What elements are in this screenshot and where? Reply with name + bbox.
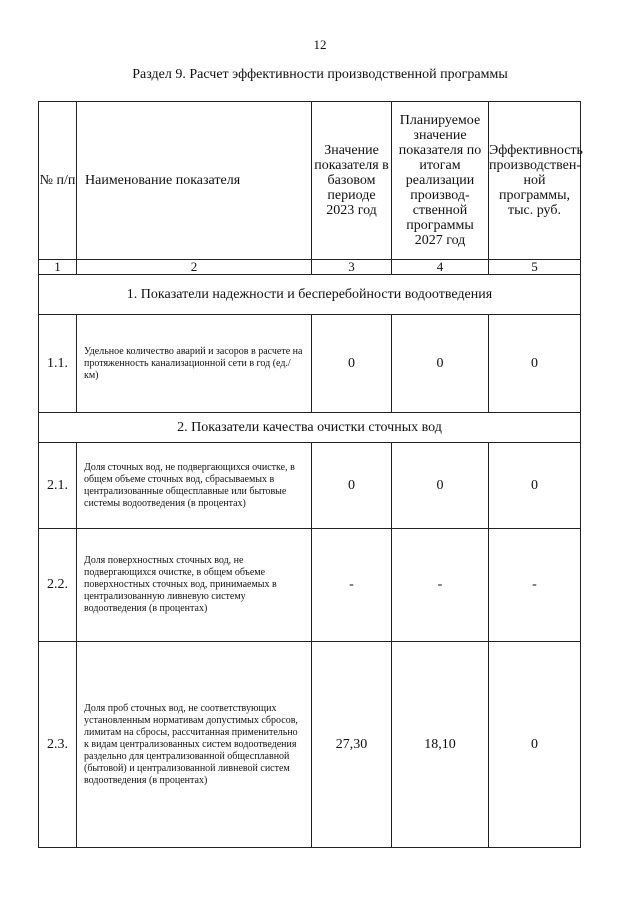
table-row: [39, 642, 581, 848]
table-row: [39, 529, 581, 642]
row-planned-value: 0: [392, 443, 489, 529]
page-number: 12: [313, 37, 327, 52]
row-number: 2.2.: [39, 529, 77, 642]
column-number: 2: [77, 260, 312, 275]
row-indicator-name: Доля проб сточных вод, не соответствующих установленным нормативам допустимых сбросов, лимитам на сбросы, рассчитанная применительно к видам централизованных систем водоотведения раздельно для централизованной общесплавной (бытовой) и централизованной ливневой систем водоотведения (в процентах): [77, 642, 312, 848]
row-planned-value: 18,10: [392, 642, 489, 848]
row-base-value: 0: [312, 315, 392, 413]
row-efficiency-value: 0: [489, 642, 581, 848]
row-base-value: 0: [312, 443, 392, 529]
row-number: 2.1.: [39, 443, 77, 529]
row-indicator-name: Удельное количество аварий и засоров в расчете на протяженность канализационной сети в год (ед./км): [77, 315, 312, 413]
row-efficiency-value: -: [489, 529, 581, 642]
column-numbers-row: [39, 260, 581, 275]
row-indicator-name: Доля поверхностных сточных вод, не подвергающихся очистке, в общем объеме поверхностных сточных вод, принимаемых в централизованную ливневую систему водоотведения (в процентах): [77, 529, 312, 642]
section-title: Раздел 9. Расчет эффективности производственной программы: [132, 67, 508, 82]
column-number: 1: [39, 260, 77, 275]
section-row: [39, 275, 581, 315]
row-planned-value: -: [392, 529, 489, 642]
column-number: 4: [392, 260, 489, 275]
row-efficiency-value: 0: [489, 315, 581, 413]
row-number: 1.1.: [39, 315, 77, 413]
row-indicator-name: Доля сточных вод, не подвергающихся очистке, в общем объеме сточных вод, сбрасываемых в централизованные общесплавные или бытовые системы водоотведения (в процентах): [77, 443, 312, 529]
header-efficiency: Эффективность производствен-ной программы, тыс. руб.: [489, 102, 581, 260]
column-number: 5: [489, 260, 581, 275]
row-planned-value: 0: [392, 315, 489, 413]
header-name: Наименование показателя: [77, 102, 312, 260]
row-base-value: 27,30: [312, 642, 392, 848]
header-row: [39, 102, 581, 260]
efficiency-table: [38, 101, 581, 848]
section-row: [39, 413, 581, 443]
row-number: 2.3.: [39, 642, 77, 848]
column-number: 3: [312, 260, 392, 275]
row-base-value: -: [312, 529, 392, 642]
header-num: № п/п: [39, 102, 77, 260]
header-planned: Планируемое значение показателя по итогам реализации производ-ственной программы 2027 год: [392, 102, 489, 260]
section-title-cell: 1. Показатели надежности и бесперебойности водоотведения: [39, 275, 581, 315]
header-base: Значение показателя в базовом периоде 2023 год: [312, 102, 392, 260]
row-efficiency-value: 0: [489, 443, 581, 529]
table-row: [39, 315, 581, 413]
table-row: [39, 443, 581, 529]
section-title-cell: 2. Показатели качества очистки сточных вод: [39, 413, 581, 443]
